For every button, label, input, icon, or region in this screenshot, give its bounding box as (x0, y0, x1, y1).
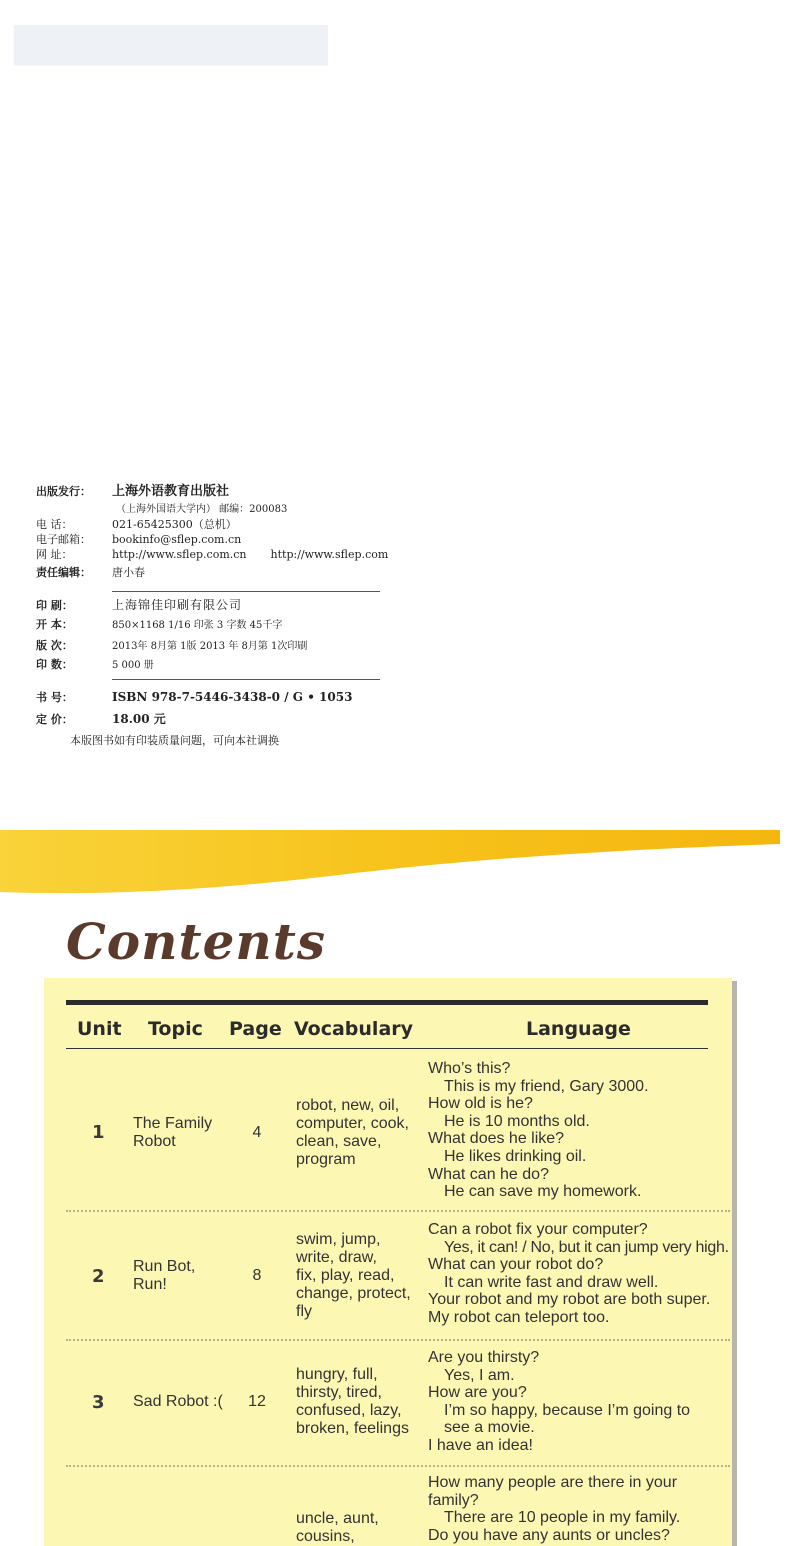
copies-label: 印 数： (36, 658, 73, 671)
vocab-line: broken, feelings (296, 1420, 409, 1437)
header-vocabulary: Vocabulary (294, 1018, 414, 1040)
isbn-value: ISBN 978-7-5446-3438-0 / G • 1053 (112, 690, 353, 704)
table-row-unit-4[interactable] (44, 1474, 732, 1546)
page-number: 8 (252, 1267, 262, 1284)
vocab-line: program (296, 1151, 356, 1168)
language-line: How are you? (428, 1384, 527, 1402)
vocab-line: cousins, (296, 1528, 355, 1545)
language-line: He is 10 months old. (444, 1112, 590, 1130)
vocabulary-cell (296, 1231, 421, 1321)
vocab-line: change, protect, (296, 1285, 411, 1302)
topic-line: Robot (133, 1133, 176, 1150)
vocab-line: write, draw, (296, 1249, 377, 1266)
topic-line: The Family (133, 1115, 213, 1132)
edition-value: 2013年 8月第 1版 2013 年 8月第 1次印刷 (112, 641, 308, 652)
website-link-2[interactable]: http://www.sflep.com (270, 548, 389, 561)
header-page: Page (229, 1018, 282, 1040)
language-line: This is my friend, Gary 3000. (444, 1077, 649, 1095)
website-label: 网 址： (36, 548, 73, 561)
language-cell (428, 1349, 728, 1455)
publisher-address: （上海外国语大学内） 邮编：200083 (116, 504, 288, 515)
language-line: I have an idea! (428, 1436, 533, 1454)
imprint-divider-2 (112, 679, 380, 680)
contents-table (44, 978, 732, 1546)
language-line: There are 10 people in my family. (444, 1509, 681, 1527)
language-line: My robot can teleport too. (428, 1308, 610, 1326)
vocabulary-cell (296, 1510, 421, 1546)
language-line: I’m so happy, because I’m going to (444, 1401, 691, 1419)
copies-row (36, 656, 154, 672)
publisher-row (36, 480, 229, 499)
vocab-line: robot, new, oil, (296, 1097, 400, 1114)
header-divider (66, 1048, 708, 1049)
language-line: Yes, it can! / No, but it can jump very high. (444, 1238, 729, 1256)
row-divider (66, 1339, 730, 1341)
printer-name: 上海锦佳印刷有限公司 (112, 598, 243, 612)
topic-line: Run! (133, 1276, 167, 1293)
editor-name: 唐小春 (112, 566, 145, 579)
bleed-through-artifact: ████████████ (14, 26, 328, 66)
edition-label: 版 次： (36, 639, 73, 652)
editor-row (36, 564, 145, 580)
table-row-unit-3[interactable] (44, 1349, 732, 1467)
isbn-label: 书 号： (36, 691, 73, 704)
website-row (36, 546, 388, 562)
format-row (36, 616, 282, 632)
copies-value: 5 000 册 (112, 660, 154, 671)
table-row-unit-2[interactable] (44, 1221, 732, 1339)
unit-number: 2 (92, 1266, 105, 1287)
email-label: 电子邮箱： (36, 533, 91, 546)
language-cell (428, 1060, 728, 1201)
vocabulary-cell (296, 1097, 421, 1169)
vocab-line: fly (296, 1303, 312, 1320)
printer-row (36, 596, 242, 613)
phone-row (36, 516, 237, 532)
language-line: Are you thirsty? (428, 1349, 540, 1366)
format-value: 850×1168 1/16 印张 3 字数 45千字 (112, 620, 283, 631)
language-cell (428, 1221, 728, 1327)
vocab-line: hungry, full, (296, 1366, 378, 1383)
topic-line: Run Bot, (133, 1258, 196, 1275)
vocab-line: uncle, aunt, (296, 1510, 379, 1527)
row-divider (66, 1210, 730, 1212)
imprint-divider-1 (112, 591, 380, 592)
vocab-line: fix, play, read, (296, 1267, 395, 1284)
isbn-row (36, 689, 352, 705)
language-line: see a movie. (444, 1419, 535, 1437)
language-line: What can your robot do? (428, 1256, 604, 1274)
price-value: 18.00 元 (112, 712, 166, 726)
unit-number: 3 (92, 1392, 105, 1413)
phone-label: 电 话： (36, 518, 73, 531)
language-line: Yes, I am. (444, 1366, 515, 1384)
topic-cell (133, 1115, 228, 1151)
language-line: He can save my homework. (444, 1183, 642, 1201)
publisher-name: 上海外语教育出版社 (112, 484, 230, 499)
topic-line: Sad Robot :( (133, 1393, 223, 1410)
page-number: 12 (248, 1393, 266, 1410)
vocab-line: clean, save, (296, 1133, 382, 1150)
language-line: How old is he? (428, 1095, 533, 1113)
edition-row (36, 637, 307, 653)
language-line: Your robot and my robot are both super. (428, 1291, 711, 1309)
format-label: 开 本： (36, 618, 73, 631)
page-number: 4 (252, 1124, 262, 1141)
price-row (36, 710, 166, 727)
vocabulary-cell (296, 1366, 421, 1438)
table-row-unit-1[interactable] (44, 1060, 732, 1212)
editor-label: 责任编辑： (36, 566, 91, 579)
language-line: He likes drinking oil. (444, 1147, 587, 1165)
language-line: What can he do? (428, 1165, 549, 1183)
vocab-line: confused, lazy, (296, 1402, 402, 1419)
printer-label: 印 刷： (36, 599, 73, 612)
language-line: It can write fast and draw well. (444, 1273, 659, 1291)
website-link-1[interactable]: http://www.sflep.com.cn (112, 548, 247, 561)
language-line: family? (428, 1491, 479, 1509)
phone-value: 021-65425300（总机） (112, 518, 237, 531)
email-value[interactable]: bookinfo@sflep.com.cn (112, 533, 242, 546)
price-label: 定 价： (36, 713, 73, 726)
header-unit: Unit (77, 1018, 122, 1040)
topic-cell (133, 1393, 228, 1411)
language-line: Who’s this? (428, 1060, 511, 1077)
language-line: Do you have any aunts or uncles? (428, 1526, 670, 1544)
unit-number: 1 (92, 1122, 105, 1143)
header-topic: Topic (148, 1018, 203, 1040)
language-line: What does he like? (428, 1130, 565, 1148)
quality-notice: 本版图书如有印装质量问题，可向本社调换 (70, 734, 279, 747)
vocab-line: swim, jump, (296, 1231, 381, 1248)
vocab-line: computer, cook, (296, 1115, 409, 1132)
row-divider (66, 1465, 730, 1467)
topic-cell (133, 1258, 228, 1294)
vocab-line: thirsty, tired, (296, 1384, 382, 1401)
language-line: How many people are there in your (428, 1474, 678, 1491)
language-line: Can a robot fix your computer? (428, 1221, 648, 1238)
table-top-bar (66, 1000, 708, 1005)
yellow-wave-decoration (0, 826, 790, 906)
language-cell (428, 1474, 728, 1544)
publisher-label: 出版发行： (36, 485, 91, 498)
email-row (36, 531, 241, 547)
header-language: Language (526, 1018, 631, 1040)
contents-title: Contents (66, 912, 327, 971)
